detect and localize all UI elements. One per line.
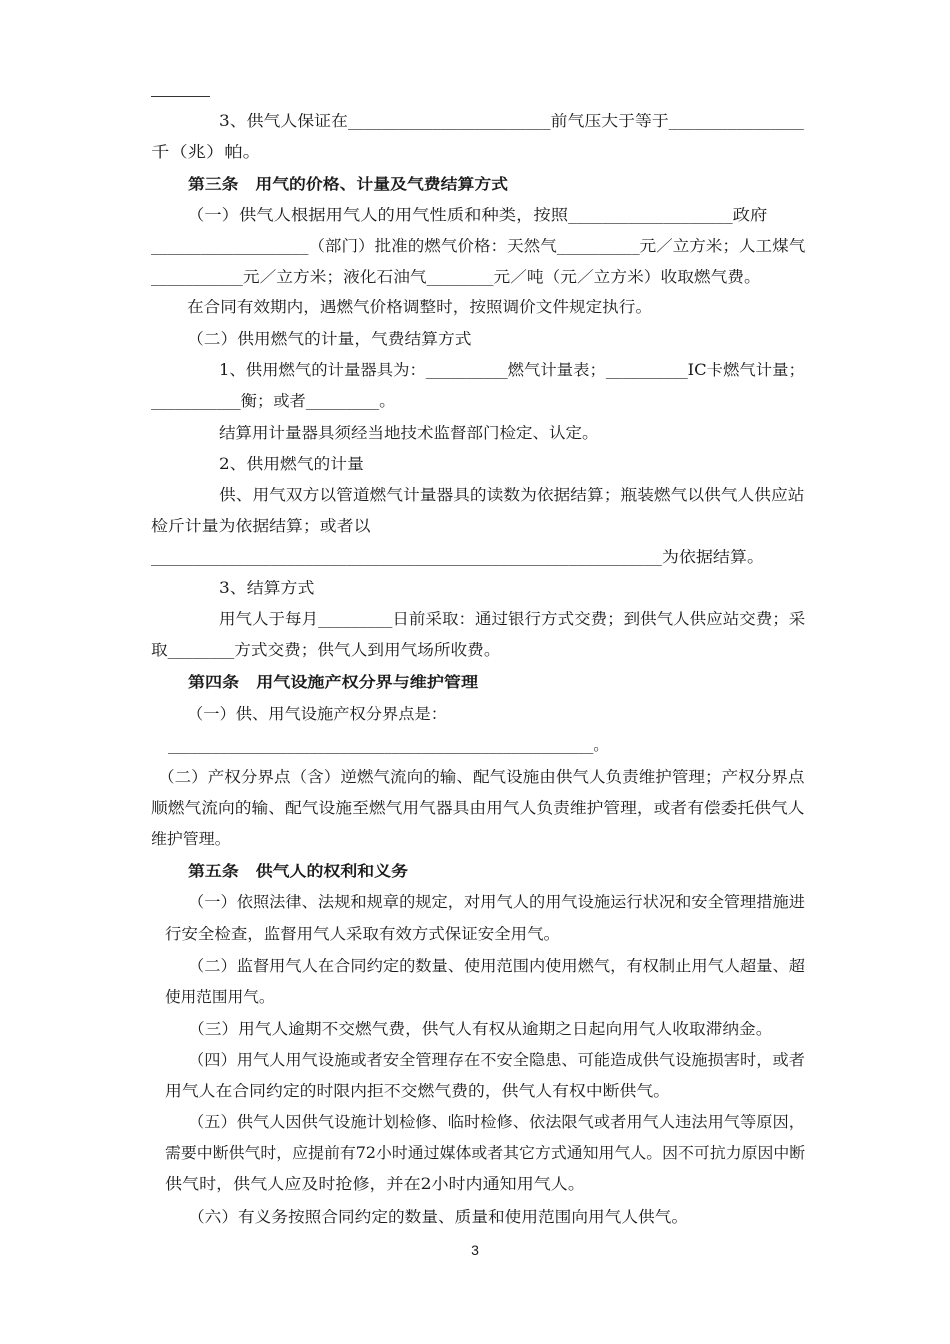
line-15: ____________________________________________________________为依据结算。: [151, 548, 765, 566]
line-22: （二）产权分界点（含）逆燃气流向的输、配气设施由供气人负责维护管理；产权分界点: [158, 768, 805, 786]
line-20: （一）供、用气设施产权分界点是：: [187, 705, 448, 723]
line-10: ___________衡；或者_________。: [151, 392, 396, 410]
line-30: （三）用气人逾期不交燃气费，供气人有权从逾期之日起向用气人收取滞纳金。: [188, 1020, 773, 1038]
line-4: （一）供气人根据用气人的用气性质和种类，按照___________________政府: [187, 206, 768, 224]
line-2: 千（兆）帕。: [151, 143, 262, 161]
line-23: 顺燃气流向的输、配气设施至燃气用气器具由用气人负责维护管理，或者有偿委托供气人: [151, 799, 805, 817]
line-11: 结算用计量器具须经当地技术监督部门检定、认定。: [219, 424, 599, 442]
line-8: （二）供用燃气的计量，气费结算方式: [187, 330, 472, 348]
line-1: 3、供气人保证在________________________前气压大于等于________________: [219, 112, 804, 130]
line-36: （六）有义务按照合同约定的数量、质量和使用范围向用气人供气。: [188, 1208, 689, 1226]
heading-article-5: 第五条 供气人的权利和义务: [188, 862, 409, 880]
line-5: ___________________（部门）批准的燃气价格：天然气__________元／立方米；人工煤气: [151, 237, 806, 255]
line-9: 1、供用燃气的计量器具为：__________燃气计量表；__________IC卡燃气计量；: [219, 361, 805, 379]
page-number: 3: [471, 1242, 479, 1258]
line-14: 检斤计量为依据结算；或者以: [151, 517, 371, 535]
line-35: 供气时，供气人应及时抢修，并在2小时内通知用气人。: [165, 1175, 585, 1193]
line-7: 在合同有效期内，遇燃气价格调整时，按照调价文件规定执行。: [187, 298, 653, 316]
line-34: 需要中断供气时，应提前有72小时通过媒体或者其它方式通知用气人。因不可抗力原因中断: [165, 1144, 806, 1162]
line-16: 3、结算方式: [219, 579, 315, 597]
line-32: 用气人在合同约定的时限内拒不交燃气费的，供气人有权中断供气。: [165, 1082, 671, 1100]
heading-article-3: 第三条 用气的价格、计量及气费结算方式: [188, 175, 509, 193]
line-18: 取________方式交费；供气人到用气场所收费。: [151, 641, 501, 659]
line-27: 行安全检查，监督用气人采取有效方式保证安全用气。: [165, 925, 561, 943]
line-13: 供、用气双方以管道燃气计量器具的读数为依据结算；瓶装燃气以供气人供应站: [219, 486, 805, 504]
top-rule: [151, 96, 210, 97]
line-6: ___________元／立方米；液化石油气________元／吨（元／立方米）收取燃气费。: [151, 268, 761, 286]
line-24: 维护管理。: [151, 830, 231, 848]
heading-article-4: 第四条 用气设施产权分界与维护管理: [188, 673, 479, 691]
line-29: 使用范围用气。: [165, 988, 275, 1006]
line-17: 用气人于每月_________日前采取：通过银行方式交费；到供气人供应站交费；采: [219, 610, 806, 628]
line-26: （一）依照法律、法规和规章的规定，对用气人的用气设施运行状况和安全管理措施进: [188, 893, 805, 911]
line-33: （五）供气人因供气设施计划检修、临时检修、依法限气或者用气人违法用气等原因，: [188, 1113, 805, 1131]
line-28: （二）监督用气人在合同约定的数量、使用范围内使用燃气，有权制止用气人超量、超: [188, 957, 805, 975]
line-12: 2、供用燃气的计量: [219, 455, 364, 473]
line-31: （四）用气人用气设施或者安全管理存在不安全隐患、可能造成供气设施损害时，或者: [188, 1051, 805, 1069]
line-21: _________________________________________________________。: [168, 736, 609, 754]
